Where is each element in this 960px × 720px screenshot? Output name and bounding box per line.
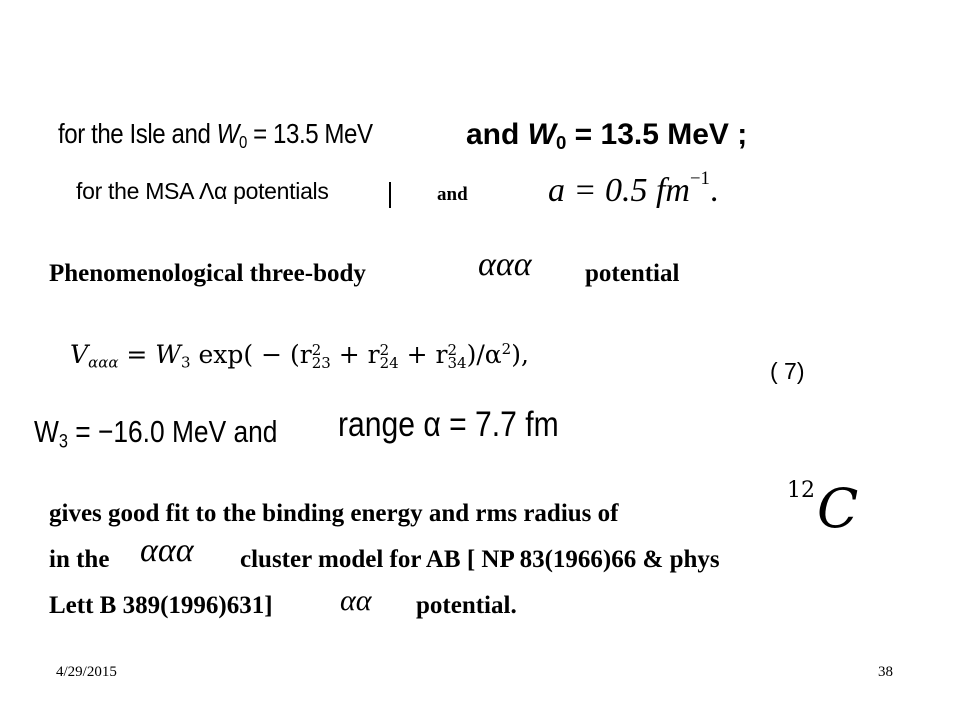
potential-formula [70, 340, 529, 372]
formula-w-sub: 3 [181, 353, 191, 372]
formula-v: V [70, 340, 89, 369]
footer-date: 4/29/2015 [56, 664, 117, 680]
footer-page-number: 38 [878, 664, 893, 680]
snippet-isle [58, 118, 373, 153]
equation-number: ( 7) [770, 358, 805, 384]
r24-sup: 2 [379, 340, 390, 359]
snippet-isle-value: = 13.5 MeV [246, 118, 373, 149]
w0-subscript: 0 [238, 131, 247, 152]
body-line-2-prefix: in the [49, 546, 110, 573]
w0-bold-subscript: 0 [556, 132, 567, 154]
snippet-w0-value: = 13.5 MeV ; [566, 118, 748, 151]
snippet-msa: for the MSA Λα potentials [76, 178, 329, 204]
a-equation-tail: . [709, 171, 719, 209]
formula-plus-2: + r [398, 340, 448, 369]
formula-eq: = W [118, 340, 181, 369]
snippet-w0-prefix: and [466, 118, 528, 151]
carbon-12-symbol [787, 477, 858, 540]
body-line-3-greek: αα [340, 584, 372, 617]
body-line-1: gives good fit to the binding energy and rms radius of [49, 500, 619, 527]
formula-end: ), [511, 340, 529, 369]
alpha-sup: 2 [501, 340, 512, 358]
r24-scripts [379, 340, 399, 373]
c12-letter: C [817, 477, 859, 540]
w0-bold-symbol: W [527, 118, 556, 151]
body-line-2-text: cluster model for AB [ NP 83(1966)66 & phys [240, 546, 720, 573]
a-equation [548, 168, 718, 210]
snippet-isle-prefix: for the Isle and [58, 118, 217, 149]
snippet-w0-bold [466, 118, 747, 154]
body-line-2-greek: ααα [140, 532, 194, 569]
heading-potential: potential [585, 260, 680, 287]
a-equation-lhs: a = 0.5 fm [548, 171, 690, 209]
w3-value: = −16.0 MeV and [67, 414, 278, 449]
heading-greek: ααα [478, 246, 532, 283]
r23-scripts [311, 340, 331, 373]
heading-text: Phenomenological three-body [49, 260, 366, 287]
and-label: and [437, 184, 468, 205]
r23-sup: 2 [311, 340, 322, 359]
formula-body-1: exp( − (r [190, 340, 312, 369]
formula-v-sub: ααα [88, 353, 119, 372]
body-line-3-prefix: Lett B 389(1996)631] [49, 592, 273, 619]
formula-tail: )/α [466, 340, 502, 369]
r34-sup: 2 [447, 340, 458, 359]
r24-sub: 24 [379, 354, 399, 373]
formula-plus-1: + r [330, 340, 380, 369]
snippet-range: range α = 7.7 fm [338, 405, 559, 444]
a-equation-sup: −1 [689, 168, 710, 189]
snippet-w3 [34, 414, 277, 453]
r23-sub: 23 [311, 354, 331, 373]
c12-mass-number: 12 [787, 478, 815, 503]
w0-symbol: W [216, 118, 239, 149]
r34-scripts [447, 340, 467, 373]
r34-sub: 34 [447, 354, 467, 373]
w3-subscript: 3 [58, 431, 68, 453]
body-line-3-text: potential. [416, 592, 517, 619]
snippet-crop-edge [386, 182, 391, 208]
w3-symbol: W [34, 414, 59, 449]
